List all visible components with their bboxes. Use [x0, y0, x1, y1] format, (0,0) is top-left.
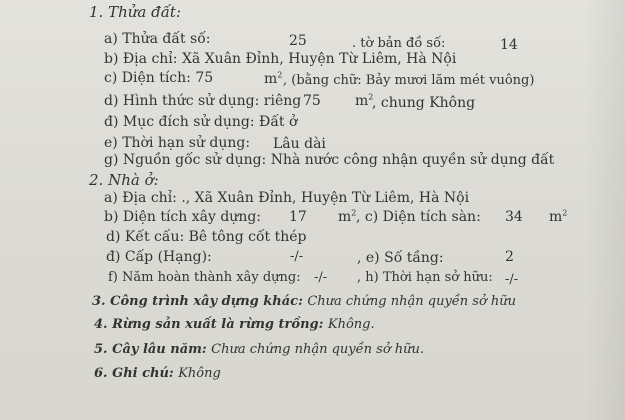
house-structure: d) Kết cấu: Bê tông cốt thép	[106, 229, 307, 245]
use-shared-area: , chung Không	[372, 95, 476, 111]
forest-row	[94, 316, 375, 333]
floor-area-label: , c) Diện tích sàn:	[356, 209, 481, 225]
notes-heading: 6. Ghi chú:	[94, 366, 174, 381]
use-term-label: e) Thời hạn sử dụng:	[104, 135, 251, 151]
build-area-unit: $m^2$	[338, 208, 357, 225]
perennial-heading: 5. Cây lâu năm:	[94, 342, 207, 357]
floor-area-unit: $m^2$	[549, 208, 568, 225]
other-construction-row	[92, 293, 516, 310]
land-area-unit: $m^2$	[264, 70, 283, 87]
parcel-number-value: 25	[289, 33, 307, 49]
build-area-label: b) Diện tích xây dựng:	[104, 209, 262, 225]
map-sheet-value: 14	[500, 37, 518, 53]
land-section-heading: 1. Thửa đất:	[89, 3, 181, 21]
ownership-term-label: , h) Thời hạn sở hữu:	[357, 270, 493, 285]
land-address: b) Địa chỉ: Xã Xuân Đỉnh, Huyện Từ Liêm, Hà Nội	[104, 51, 457, 67]
notes-row	[94, 365, 221, 382]
forest-heading: 4. Rừng sản xuất là rừng trồng:	[94, 317, 324, 332]
floor-area-value: 34	[505, 209, 523, 225]
completion-year-value: -/-	[314, 270, 328, 285]
other-construction-heading: 3. Công trình xây dựng khác:	[92, 294, 303, 309]
house-grade-label: đ) Cấp (Hạng):	[106, 249, 212, 265]
use-origin: g) Nguồn gốc sử dụng: Nhà nước công nhận quyền sử dụng đất	[104, 152, 555, 168]
use-private-area: 75	[303, 93, 321, 109]
forest-value: Không.	[327, 317, 375, 332]
use-unit: $m^2$	[355, 92, 374, 109]
floor-count-label: , e) Số tầng:	[357, 250, 444, 266]
parcel-number-label: a) Thửa đất số:	[104, 31, 211, 47]
perennial-row	[94, 341, 424, 358]
land-area-in-words: , (bằng chữ: Bảy mươi lăm mét vuông)	[283, 73, 535, 88]
build-area-value: 17	[289, 209, 307, 225]
completion-year-label: f) Năm hoàn thành xây dựng:	[108, 270, 301, 285]
ownership-term-value: -/-	[505, 272, 519, 287]
land-area-label: c) Diện tích: 75	[104, 70, 214, 86]
page-edge-shadow	[585, 0, 625, 420]
house-section-heading: 2. Nhà ở:	[89, 171, 159, 189]
house-grade-value: -/-	[290, 249, 304, 264]
map-sheet-label: . tờ bản đồ số:	[352, 36, 446, 51]
floor-count-value: 2	[505, 249, 514, 265]
use-form-label: d) Hình thức sử dụng: riêng	[104, 93, 302, 109]
house-address: a) Địa chỉ: ., Xã Xuân Đỉnh, Huyện Từ Liêm, Hà Nội	[104, 190, 470, 206]
other-construction-value: Chưa chứng nhận quyền sở hữu	[307, 294, 517, 309]
notes-value: Không	[178, 366, 221, 381]
use-term-value: Lâu dài	[273, 136, 326, 152]
land-purpose: đ) Mục đích sử dụng: Đất ở	[104, 114, 298, 130]
perennial-value: Chưa chứng nhận quyền sở hữu.	[211, 342, 425, 357]
